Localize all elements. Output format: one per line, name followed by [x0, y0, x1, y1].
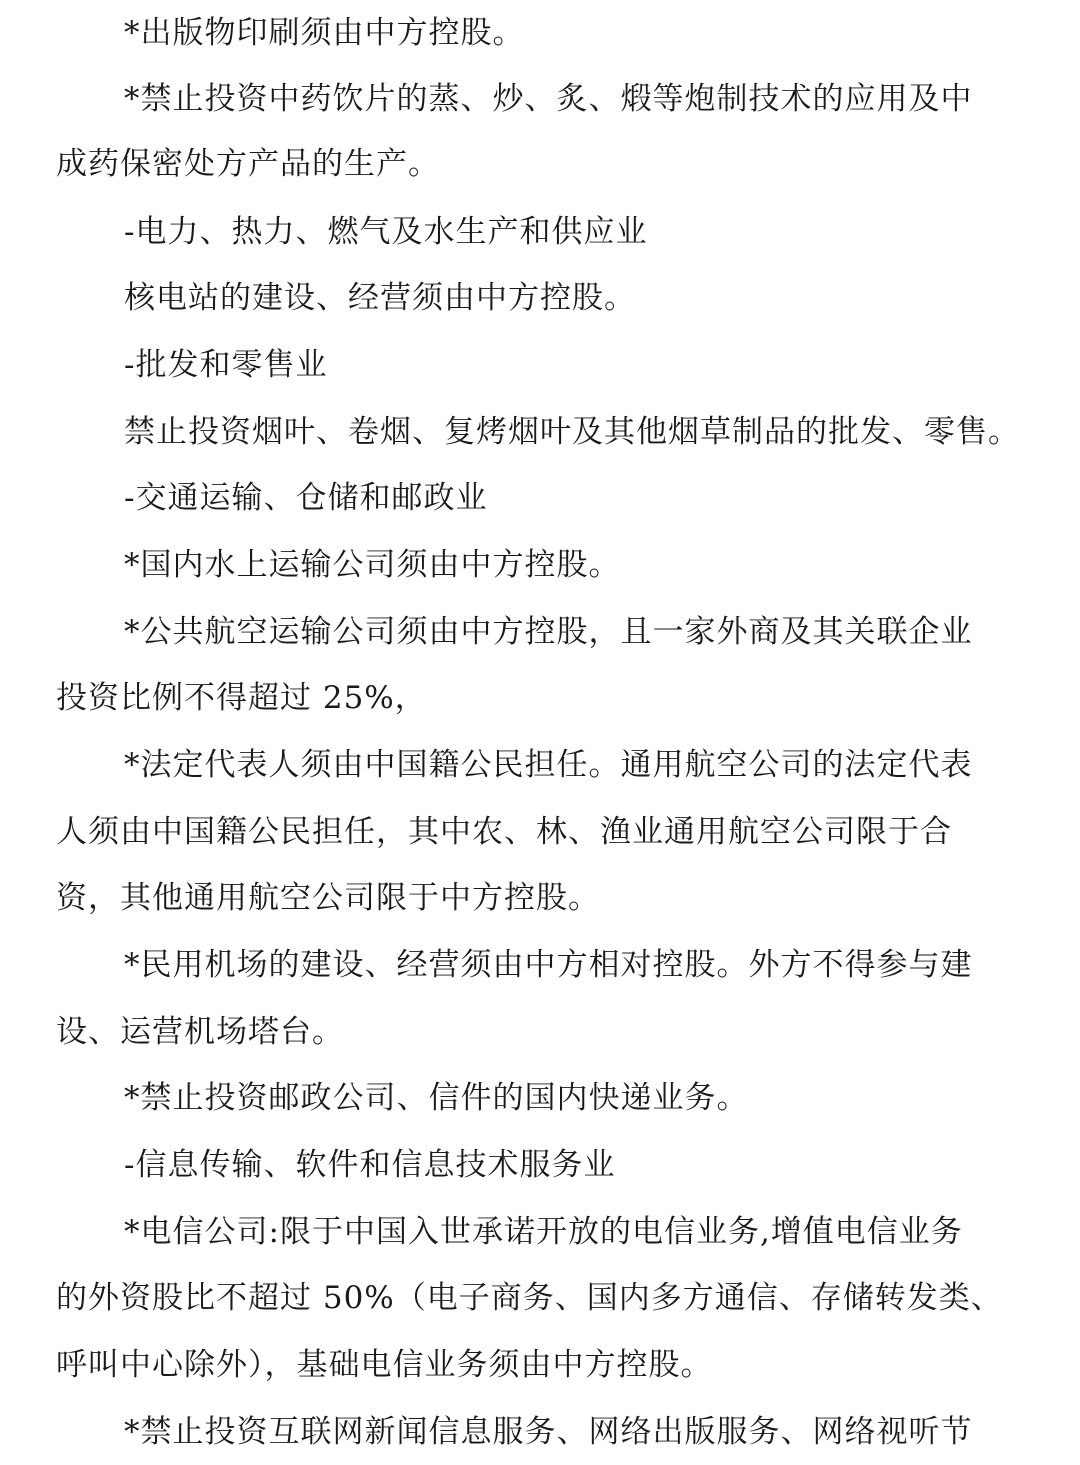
section-heading: -批发和零售业	[124, 347, 328, 383]
text-line: 人须由中国籍公民担任，其中农、林、渔业通用航空公司限于合	[56, 814, 952, 850]
text-line: 核电站的建设、经营须由中方控股。	[124, 280, 636, 316]
text-line: *公共航空运输公司须由中方控股，且一家外商及其关联企业	[124, 614, 973, 650]
text-line: *出版物印刷须由中方控股。	[124, 15, 525, 51]
text-line: *禁止投资互联网新闻信息服务、网络出版服务、网络视听节	[124, 1414, 973, 1450]
text-line: *禁止投资邮政公司、信件的国内快递业务。	[124, 1080, 749, 1116]
text-line: *法定代表人须由中国籍公民担任。通用航空公司的法定代表	[124, 747, 973, 783]
text-line: *禁止投资中药饮片的蒸、炒、炙、煅等炮制技术的应用及中	[124, 81, 973, 117]
text-line: *国内水上运输公司须由中方控股。	[124, 547, 621, 583]
section-heading: -电力、热力、燃气及水生产和供应业	[124, 214, 648, 250]
text-line: *民用机场的建设、经营须由中方相对控股。外方不得参与建	[124, 947, 973, 983]
text-line: 的外资股比不超过 50%（电子商务、国内多方通信、存储转发类、	[56, 1280, 1003, 1316]
text-line: 资，其他通用航空公司限于中方控股。	[56, 880, 600, 916]
text-line: 呼叫中心除外），基础电信业务须由中方控股。	[56, 1347, 713, 1383]
section-heading: -交通运输、仓储和邮政业	[124, 480, 488, 516]
text-line: 设、运营机场塔台。	[56, 1014, 344, 1050]
text-line: 禁止投资烟叶、卷烟、复烤烟叶及其他烟草制品的批发、零售。	[124, 414, 1020, 450]
text-line: 投资比例不得超过 25%，	[56, 680, 427, 716]
text-line: 成药保密处方产品的生产。	[56, 146, 440, 182]
section-heading: -信息传输、软件和信息技术服务业	[124, 1147, 616, 1183]
text-line: *电信公司:限于中国入世承诺开放的电信业务,增值电信业务	[124, 1214, 963, 1250]
